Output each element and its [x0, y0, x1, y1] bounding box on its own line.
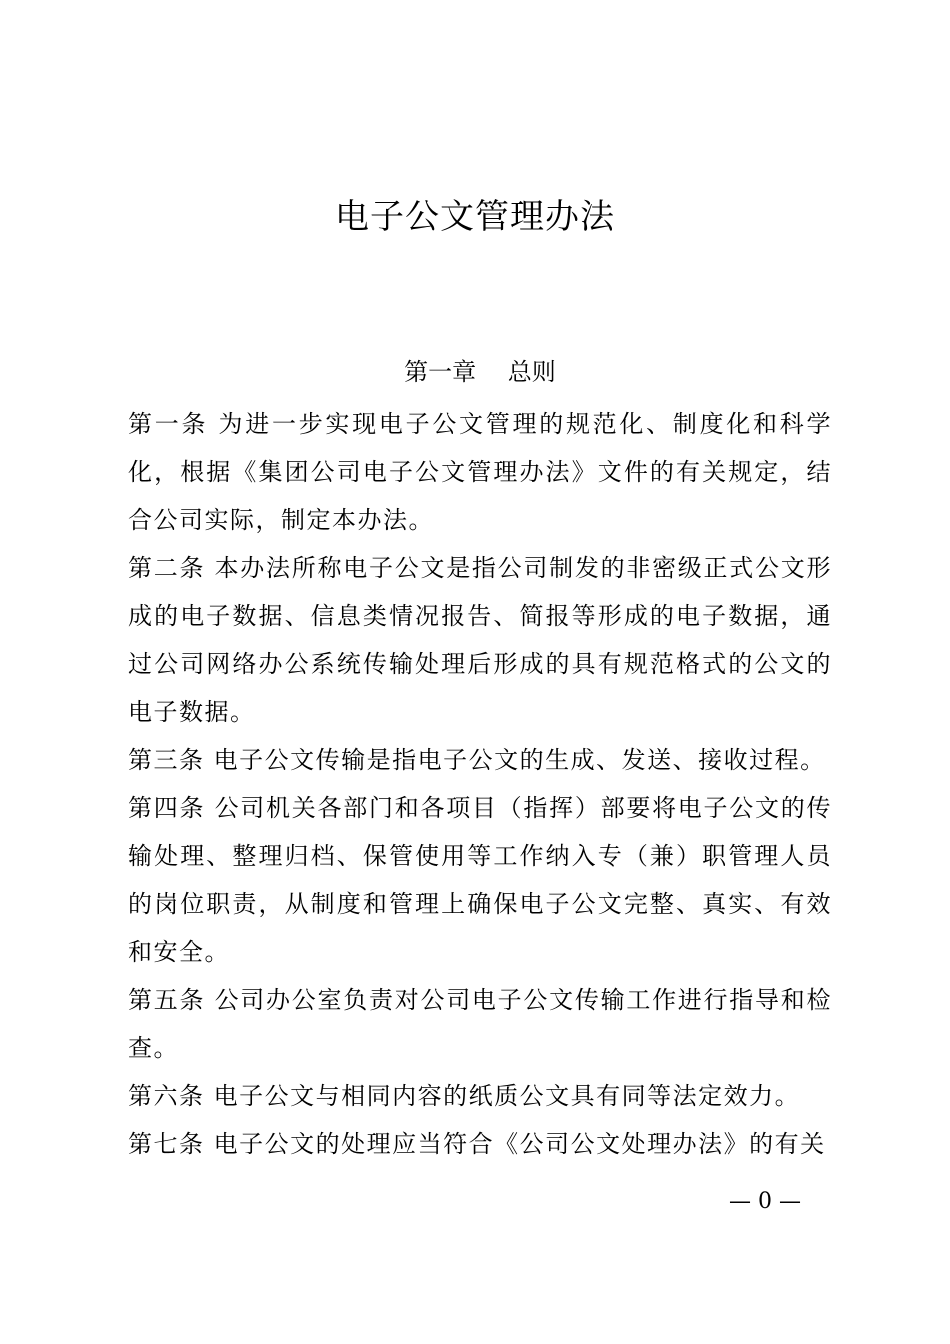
document-title: 电子公文管理办法 [335, 197, 615, 237]
article-5: 第五条 公司办公室负责对公司电子公文传输工作进行指导和检查。 [128, 986, 832, 1062]
article-2: 第二条 本办法所称电子公文是指公司制发的非密级正式公文形成的电子数据、信息类情况报告、简报等形成的电子数据，通过公司网络办公系统传输处理后形成的具有规范格式的公文的电子数据。 [128, 554, 832, 726]
article-1: 第一条 为进一步实现电子公文管理的规范化、制度化和科学化，根据《集团公司电子公文管理办法》文件的有关规定，结合公司实际，制定本办法。 [128, 410, 832, 534]
page-number: — 0 — [729, 1189, 801, 1214]
chapter-heading: 第一章 总则 [404, 358, 556, 386]
article-7: 第七条 电子公文的处理应当符合《公司公文处理办法》的有关 [128, 1130, 826, 1158]
article-3: 第三条 电子公文传输是指电子公文的生成、发送、接收过程。 [128, 746, 826, 774]
article-6: 第六条 电子公文与相同内容的纸质公文具有同等法定效力。 [128, 1082, 801, 1110]
article-4: 第四条 公司机关各部门和各项目（指挥）部要将电子公文的传输处理、整理归档、保管使用等工作纳入专（兼）职管理人员的岗位职责，从制度和管理上确保电子公文完整、真实、有效和安全。 [128, 794, 832, 966]
document-body [128, 400, 832, 1168]
